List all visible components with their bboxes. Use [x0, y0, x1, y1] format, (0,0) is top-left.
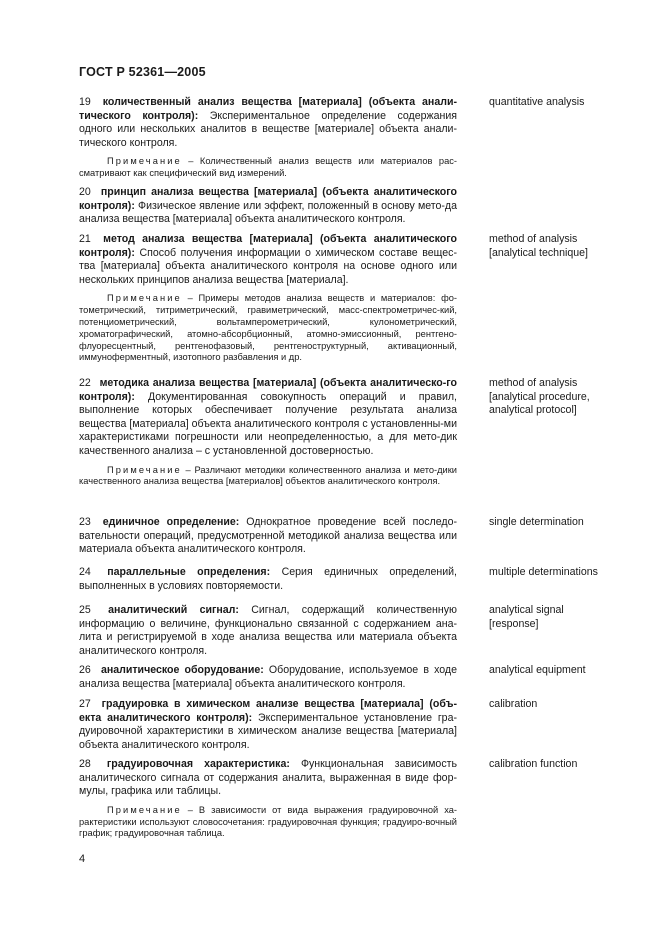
note-text: – Различают методики количественного анализа и мето-дики качественного анализа вещества [материалов] объектов аналитического контроля. — [79, 464, 457, 487]
term-name: принцип анализа вещества [материала] (объекта аналитического контроля): — [79, 186, 457, 212]
term-definition — [79, 377, 457, 459]
note-text: – В зависимости от вида выражения градуировочной ха-рактеристики используют словосочетания: градуировочная функция; градуиро-вочный график; градуировочная таблица. — [79, 804, 457, 839]
english-equivalent: quantitative analysis — [489, 96, 585, 108]
term-entry-27 — [79, 698, 659, 752]
term-entry-26 — [79, 664, 659, 691]
term-definition — [79, 566, 457, 593]
note-prefix: Примечание — [107, 464, 182, 475]
term-definition — [79, 96, 457, 150]
term-entry-22 — [79, 377, 659, 488]
note-text: – Количественный анализ веществ или материалов рас-сматривают как специфический вид измерений. — [79, 156, 457, 179]
english-equivalent: calibration — [489, 698, 538, 710]
term-description: Физическое явление или эффект, положенный в основу мето-да анализа вещества [материала] объекта аналитического контроля. — [79, 199, 457, 226]
english-equivalent: method of analysis [analytical procedure, analytical protocol] — [489, 377, 590, 417]
term-entry-19 — [79, 96, 659, 180]
term-name: параллельные определения: — [107, 566, 271, 578]
term-definition — [79, 758, 457, 799]
term-entry-23 — [79, 516, 659, 557]
note-text: – Примеры методов анализа веществ и материалов: фо-тометрический, титриметрический, гравиметрический, масс-спектрометричес-кий, потенциометрический, вольтамперометрический, кулонометрический, хроматографический, атомно-абсорбционный, атомно-эмиссионный, рентгено-флуоресцентный, рентгенофазовый, рентгеноструктурный, активационный, иммуноферментный, изотопного разбавления и др. — [79, 293, 457, 363]
term-description: Оборудование, используемое в ходе анализа вещества [материала] объекта аналитического контроля. — [79, 664, 457, 690]
term-number: 26 — [79, 664, 91, 676]
english-equivalent: analytical equipment — [489, 664, 586, 676]
term-entry-28 — [79, 758, 659, 840]
term-name: аналитическое оборудование: — [100, 664, 264, 676]
note-prefix: Примечание — [107, 293, 182, 304]
term-name: количественный анализ вещества [материала] (объекта анали-тического контроля): — [79, 96, 457, 122]
term-description: Однократное проведение всей последо-вательности операций, предусмотренной методикой анализа вещества или материала объекта аналитического контроля. — [79, 516, 457, 556]
term-number: 27 — [79, 698, 91, 710]
term-number: 23 — [79, 516, 91, 528]
term-description: Серия единичных определений, выполненных в условиях повторяемости. — [79, 566, 458, 592]
term-definition — [79, 186, 457, 227]
term-number: 20 — [79, 186, 91, 198]
term-number: 28 — [79, 758, 91, 770]
term-entry-24 — [79, 566, 659, 593]
term-name: аналитический сигнал: — [108, 604, 239, 616]
term-name: градуировка в химическом анализе вещества [материала] (объ-екта аналитического контроля): — [79, 698, 457, 724]
term-number: 21 — [79, 233, 91, 245]
term-entry-21 — [79, 233, 659, 364]
term-description: Способ получения информации о химическом составе вещес-тва [материала] объекта аналитического контроля на основе одного или нескольких принципов анализа вещества [материала]. — [79, 246, 457, 286]
term-number: 19 — [79, 96, 91, 108]
english-equivalent: multiple determinations — [489, 566, 598, 578]
term-definition — [79, 604, 457, 658]
document-header: ГОСТ Р 52361—2005 — [79, 65, 206, 79]
note-prefix: Примечание — [107, 804, 182, 815]
term-definition — [79, 698, 457, 752]
term-entry-25 — [79, 604, 659, 658]
term-note — [79, 156, 457, 180]
term-note — [79, 465, 457, 489]
term-name: метод анализа вещества [материала] (объекта аналитического контроля): — [79, 233, 457, 259]
term-description: Документированная совокупность операций и правил, выполнение которых обеспечивает получение результата анализа вещества [материала] объекта аналитического контроля с установленны-ми характеристиками погрешности или неопределенностью, а для мето-дик качественного анализа – с установленной достоверностью. — [79, 390, 457, 457]
note-prefix: Примечание — [107, 156, 182, 167]
term-definition — [79, 233, 457, 287]
term-note — [79, 805, 457, 840]
term-number: 22 — [79, 377, 91, 389]
page-number: 4 — [79, 853, 86, 865]
term-description: Экспериментальное определение содержания одного или нескольких аналитов в веществе [материале] объекта анали-тического контроля. — [79, 109, 457, 149]
term-name: единичное определение: — [102, 516, 240, 528]
term-description: Экспериментальное установление гра-дуировочной характеристики в химическом анализе вещества [материала] объекта аналитического контроля. — [79, 711, 457, 751]
english-equivalent: analytical signal [response] — [489, 604, 564, 630]
term-definition — [79, 516, 457, 557]
term-name: градуировочная характеристика: — [106, 758, 290, 770]
term-entry-20 — [79, 186, 659, 227]
english-equivalent: single determination — [489, 516, 584, 528]
english-equivalent: calibration function — [489, 758, 578, 770]
term-description: Сигнал, содержащий количественную информацию о величине, функционально связанной с содержанием ана-лита и регистрируемой в ходе анализа вещества или материала объекта аналитического контроля. — [79, 604, 457, 657]
term-name: методика анализа вещества [материала] (объекта аналитическо-го контроля): — [79, 377, 457, 403]
term-number: 24 — [79, 566, 91, 578]
term-number: 25 — [79, 604, 91, 616]
english-equivalent: method of analysis [analytical technique] — [489, 233, 588, 259]
term-note — [79, 293, 457, 364]
term-definition — [79, 664, 457, 691]
term-description: Функциональная зависимость аналитического сигнала от содержания аналита, выраженная в виде фор-мулы, графика или таблицы. — [79, 758, 457, 798]
